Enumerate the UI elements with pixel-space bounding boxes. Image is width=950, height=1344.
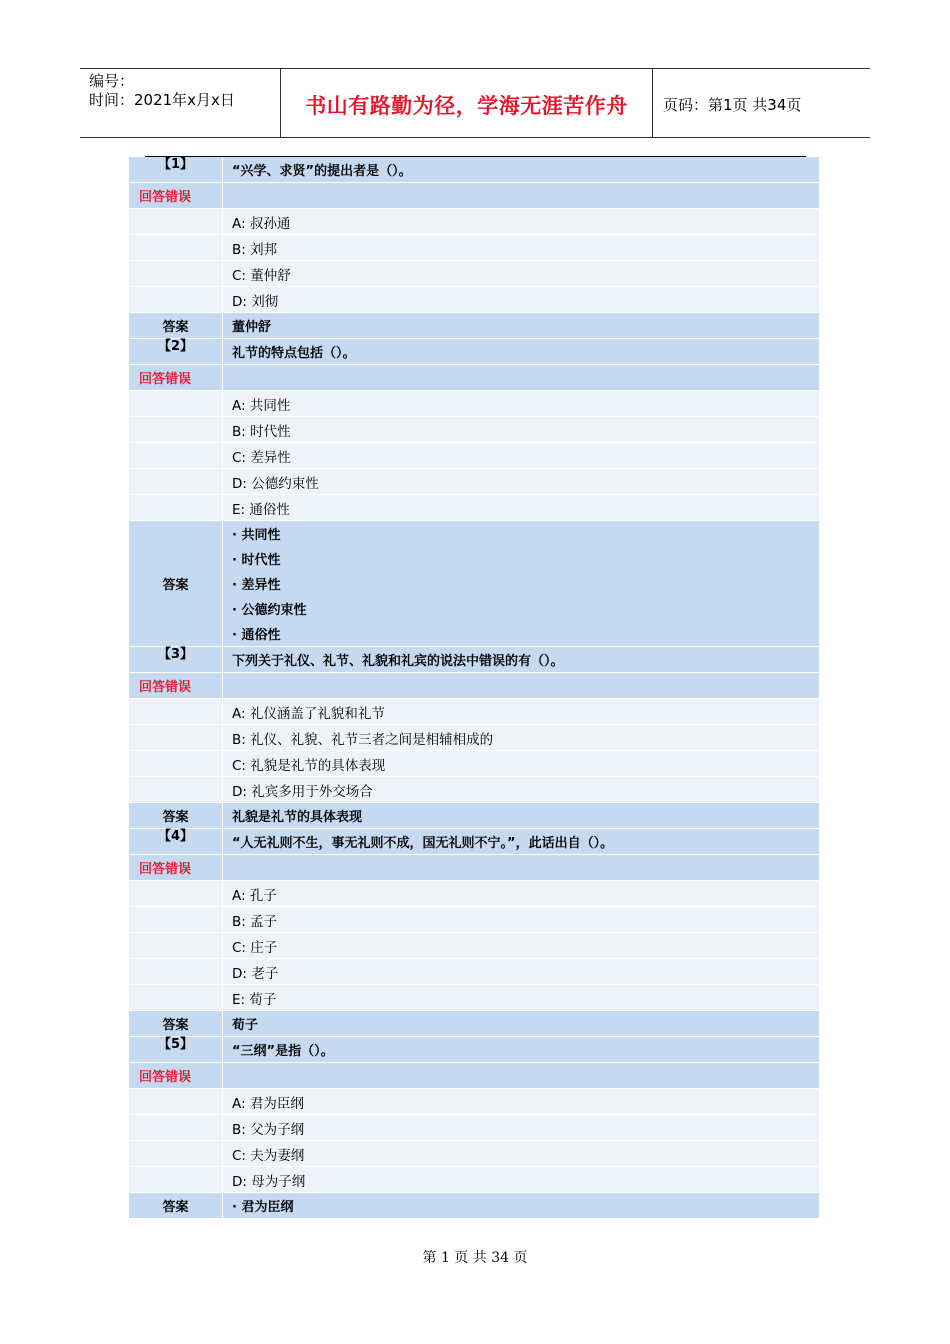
answer-row — [129, 521, 819, 647]
answer-item: 董仲舒 — [232, 320, 272, 335]
option-text: D: 礼宾多用于外交场合 — [232, 783, 373, 800]
header-meta — [80, 69, 281, 137]
option-spacer — [129, 933, 223, 958]
option-row — [129, 1167, 819, 1193]
result-status-label: 回答错误 — [129, 365, 223, 390]
option-spacer — [129, 261, 223, 286]
option-text: C: 庄子 — [232, 939, 278, 956]
result-row — [129, 1063, 819, 1089]
question-row — [129, 339, 819, 365]
option-row — [129, 777, 819, 803]
question-number: 【3】 — [129, 647, 223, 672]
question-text: “兴学、求贤”的提出者是（）。 — [232, 164, 412, 179]
answer-label: 答案 — [129, 803, 223, 828]
option-row — [129, 985, 819, 1011]
answer-label: 答案 — [129, 1011, 223, 1036]
answer-item: · 时代性 — [232, 553, 281, 568]
option-spacer — [129, 495, 223, 520]
answer-label: 答案 — [129, 313, 223, 338]
document-date: 时间：2021年x月x日 — [89, 91, 235, 109]
result-row — [129, 183, 819, 209]
question-number: 【4】 — [129, 829, 223, 854]
option-spacer — [129, 443, 223, 468]
option-spacer — [129, 287, 223, 312]
option-row — [129, 495, 819, 521]
option-text: B: 孟子 — [232, 913, 278, 930]
option-text: A: 孔子 — [232, 887, 277, 904]
option-row — [129, 209, 819, 235]
option-row — [129, 1115, 819, 1141]
option-row — [129, 1089, 819, 1115]
option-row — [129, 751, 819, 777]
option-row — [129, 959, 819, 985]
option-spacer — [129, 469, 223, 494]
option-text: C: 夫为妻纲 — [232, 1147, 305, 1164]
option-spacer — [129, 235, 223, 260]
option-spacer — [129, 1141, 223, 1166]
option-row — [129, 1141, 819, 1167]
option-text: A: 君为臣纲 — [232, 1095, 304, 1112]
option-row — [129, 417, 819, 443]
option-text: A: 礼仪涵盖了礼貌和礼节 — [232, 705, 385, 722]
option-spacer — [129, 209, 223, 234]
answer-item: · 通俗性 — [232, 628, 281, 643]
page-header — [80, 68, 870, 138]
question-table — [129, 157, 819, 1219]
result-row — [129, 365, 819, 391]
option-row — [129, 725, 819, 751]
question-number: 【1】 — [129, 157, 223, 182]
option-text: A: 共同性 — [232, 397, 291, 414]
option-row — [129, 699, 819, 725]
question-number: 【5】 — [129, 1037, 223, 1062]
option-text: C: 差异性 — [232, 449, 291, 466]
option-text: D: 老子 — [232, 965, 279, 982]
option-spacer — [129, 1115, 223, 1140]
option-spacer — [129, 881, 223, 906]
option-spacer — [129, 907, 223, 932]
option-row — [129, 469, 819, 495]
answer-row — [129, 803, 819, 829]
answer-item: 荀子 — [232, 1018, 259, 1033]
option-spacer — [129, 417, 223, 442]
option-text: D: 公德约束性 — [232, 475, 319, 492]
answer-item: · 差异性 — [232, 578, 281, 593]
result-status-label: 回答错误 — [129, 183, 223, 208]
option-text: A: 叔孙通 — [232, 215, 291, 232]
answer-item: · 共同性 — [232, 528, 281, 543]
option-spacer — [129, 1089, 223, 1114]
option-text: B: 时代性 — [232, 423, 291, 440]
result-status-label: 回答错误 — [129, 673, 223, 698]
answer-label: 答案 — [129, 1193, 223, 1218]
result-status-blank — [223, 1063, 819, 1088]
answer-label: 答案 — [129, 521, 223, 646]
option-spacer — [129, 1167, 223, 1192]
question-text: “人无礼则不生，事无礼则不成，国无礼则不宁。”，此话出自（）。 — [232, 836, 614, 851]
answer-item: · 君为臣纲 — [232, 1200, 294, 1215]
document-id-label: 编号： — [89, 72, 135, 90]
answer-item: · 公德约束性 — [232, 603, 307, 618]
option-spacer — [129, 391, 223, 416]
option-spacer — [129, 699, 223, 724]
option-row — [129, 933, 819, 959]
question-row — [129, 1037, 819, 1063]
option-text: C: 礼貌是礼节的具体表现 — [232, 757, 386, 774]
header-motto-cell — [281, 69, 653, 137]
option-text: B: 父为子纲 — [232, 1121, 305, 1138]
answer-values — [223, 521, 819, 646]
option-spacer — [129, 725, 223, 750]
option-spacer — [129, 751, 223, 776]
option-text: C: 董仲舒 — [232, 267, 291, 284]
result-status-blank — [223, 855, 819, 880]
question-row — [129, 829, 819, 855]
option-text: D: 母为子纲 — [232, 1173, 306, 1190]
question-text: 下列关于礼仪、礼节、礼貌和礼宾的说法中错误的有（）。 — [232, 654, 564, 669]
option-text: E: 通俗性 — [232, 501, 290, 518]
header-page-info: 页码：第1页 共34页 — [663, 95, 802, 114]
result-status-blank — [223, 673, 819, 698]
result-status-label: 回答错误 — [129, 855, 223, 880]
question-row — [129, 157, 819, 183]
option-spacer — [129, 985, 223, 1010]
question-row — [129, 647, 819, 673]
question-number: 【2】 — [129, 339, 223, 364]
option-spacer — [129, 959, 223, 984]
option-row — [129, 907, 819, 933]
option-row — [129, 443, 819, 469]
result-row — [129, 855, 819, 881]
option-text: B: 刘邦 — [232, 241, 278, 258]
option-spacer — [129, 777, 223, 802]
answer-row — [129, 313, 819, 339]
answer-row — [129, 1193, 819, 1219]
option-row — [129, 287, 819, 313]
option-text: B: 礼仪、礼貌、礼节三者之间是相辅相成的 — [232, 731, 494, 748]
option-row — [129, 235, 819, 261]
question-text: “三纲”是指（）。 — [232, 1044, 334, 1059]
option-text: E: 荀子 — [232, 991, 277, 1008]
result-row — [129, 673, 819, 699]
header-motto: 书山有路勤为径，学海无涯苦作舟 — [305, 94, 628, 118]
result-status-blank — [223, 365, 819, 390]
option-row — [129, 881, 819, 907]
result-status-label: 回答错误 — [129, 1063, 223, 1088]
question-text: 礼节的特点包括（）。 — [232, 346, 356, 361]
page-footer: 第 1 页 共 34 页 — [422, 1250, 528, 1266]
result-status-blank — [223, 183, 819, 208]
answer-item: 礼貌是礼节的具体表现 — [232, 810, 363, 825]
option-row — [129, 261, 819, 287]
answer-row — [129, 1011, 819, 1037]
option-row — [129, 391, 819, 417]
option-text: D: 刘彻 — [232, 293, 279, 310]
